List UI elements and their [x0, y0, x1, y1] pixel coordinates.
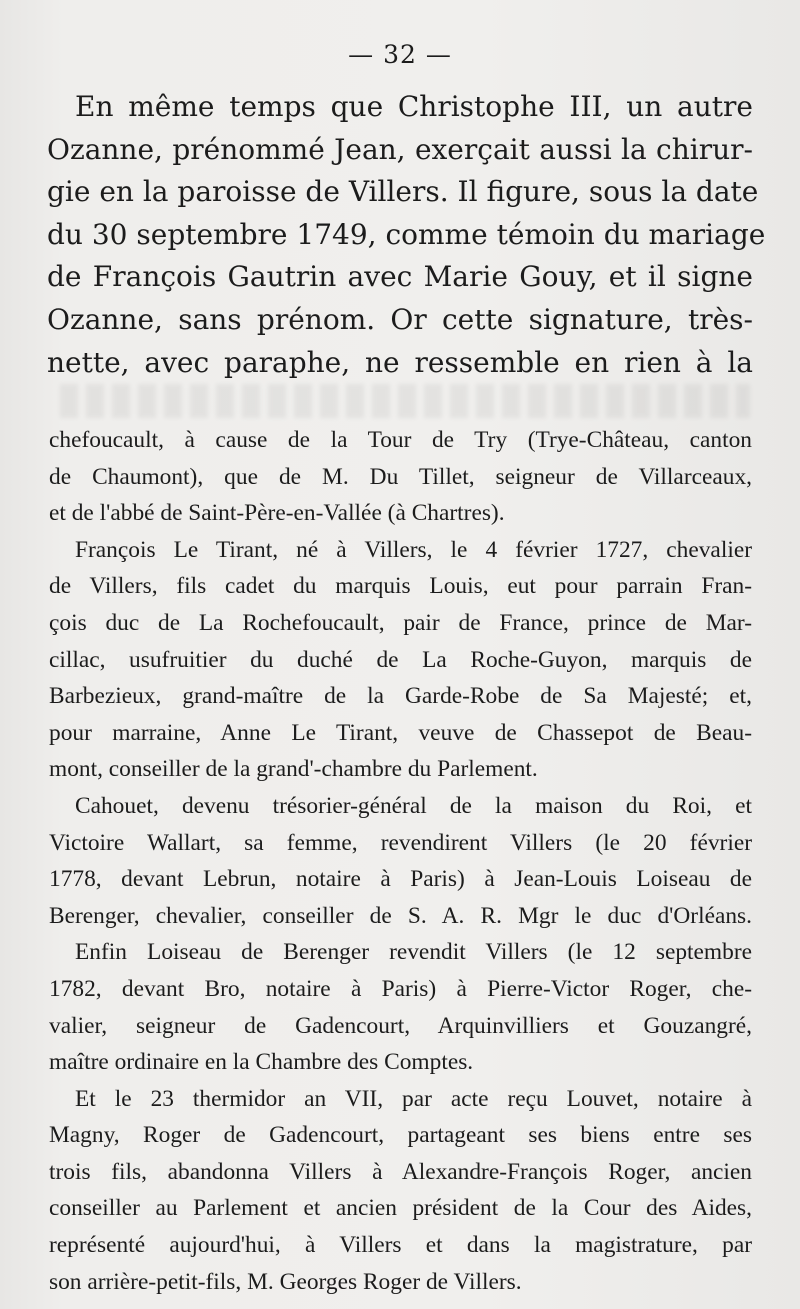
text-line: François Le Tirant, né à Villers, le 4 février 1727, chevalier — [75, 536, 752, 563]
text-line: Enfin Loiseau de Berenger revendit Villers (le 12 septembre — [75, 939, 752, 966]
text-line: 1782, devant Bro, notaire à Paris) à Pierre-Victor Roger, che- — [49, 975, 752, 1002]
text-line: chefoucault, à cause de la Tour de Try (Trye-Château, canton — [49, 427, 752, 453]
text-line: valier, seigneur de Gadencourt, Arquinvilliers et Gouzangré, — [49, 1012, 752, 1039]
text-line: de Chaumont), que de M. Du Tillet, seigneur de Villarceaux, — [49, 463, 752, 490]
text-line: Et le 23 thermidor an VII, par acte reçu Louvet, notaire à — [75, 1085, 752, 1112]
text-line: cillac, usufruitier du duché de La Roche-Guyon, marquis de — [49, 646, 752, 673]
text-line: Berenger, chevalier, conseiller de S. A. R. Mgr le duc d'Orléans. — [49, 902, 752, 929]
text-line: Cahouet, devenu trésorier-général de la maison du Roi, et — [75, 792, 752, 819]
text-line: maître ordinaire en la Chambre des Comptes. — [49, 1049, 474, 1076]
text-line: Victoire Wallart, sa femme, revendirent Villers (le 20 février — [49, 829, 752, 856]
text-line: conseiller au Parlement et ancien président de la Cour des Aides, — [49, 1195, 752, 1222]
text-line: En même temps que Christophe III, un autre — [75, 90, 753, 123]
text-line: du 30 septembre 1749, comme témoin du mariage — [47, 217, 766, 251]
text-line: Magny, Roger de Gadencourt, partageant ses biens entre ses — [49, 1122, 752, 1149]
text-line: gie en la paroisse de Villers. Il figure, sous la date — [47, 175, 759, 209]
text-line: 1778, devant Lebrun, notaire à Paris) à Jean-Louis Loiseau de — [49, 866, 752, 893]
text-line: de Villers, fils cadet du marquis Louis, eut pour parrain Fran- — [49, 573, 752, 600]
text-line: pour marraine, Anne Le Tirant, veuve de Chassepot de Beau- — [49, 719, 752, 746]
page-number: — 32 — — [348, 40, 452, 69]
text-line: çois duc de La Rochefoucault, pair de France, prince de Mar- — [49, 609, 752, 636]
text-line: de François Gautrin avec Marie Gouy, et il signe — [47, 260, 753, 294]
text-line: Ozanne, prénommé Jean, exerçait aussi la chirur- — [47, 132, 753, 166]
text-line: représenté aujourd'hui, à Villers et dans la magistrature, par — [49, 1232, 752, 1259]
text-line: mont, conseiller de la grand'-chambre du Parlement. — [49, 756, 538, 783]
text-line: Ozanne, sans prénom. Or cette signature, très- — [47, 302, 753, 336]
text-line: Barbezieux, grand-maître de la Garde-Robe de Sa Majesté; et, — [49, 683, 752, 710]
show-through-text — [60, 384, 750, 418]
text-line: trois fils, abandonna Villers à Alexandre-François Roger, ancien — [49, 1158, 752, 1185]
text-line: son arrière-petit-fils, M. Georges Roger de Villers. — [49, 1268, 522, 1295]
text-line: et de l'abbé de Saint-Père-en-Vallée (à Chartres). — [49, 500, 505, 527]
footnote-block — [49, 422, 752, 1300]
main-paragraph — [47, 86, 766, 384]
text-line: nette, avec paraphe, ne ressemble en rien à la — [47, 345, 753, 379]
